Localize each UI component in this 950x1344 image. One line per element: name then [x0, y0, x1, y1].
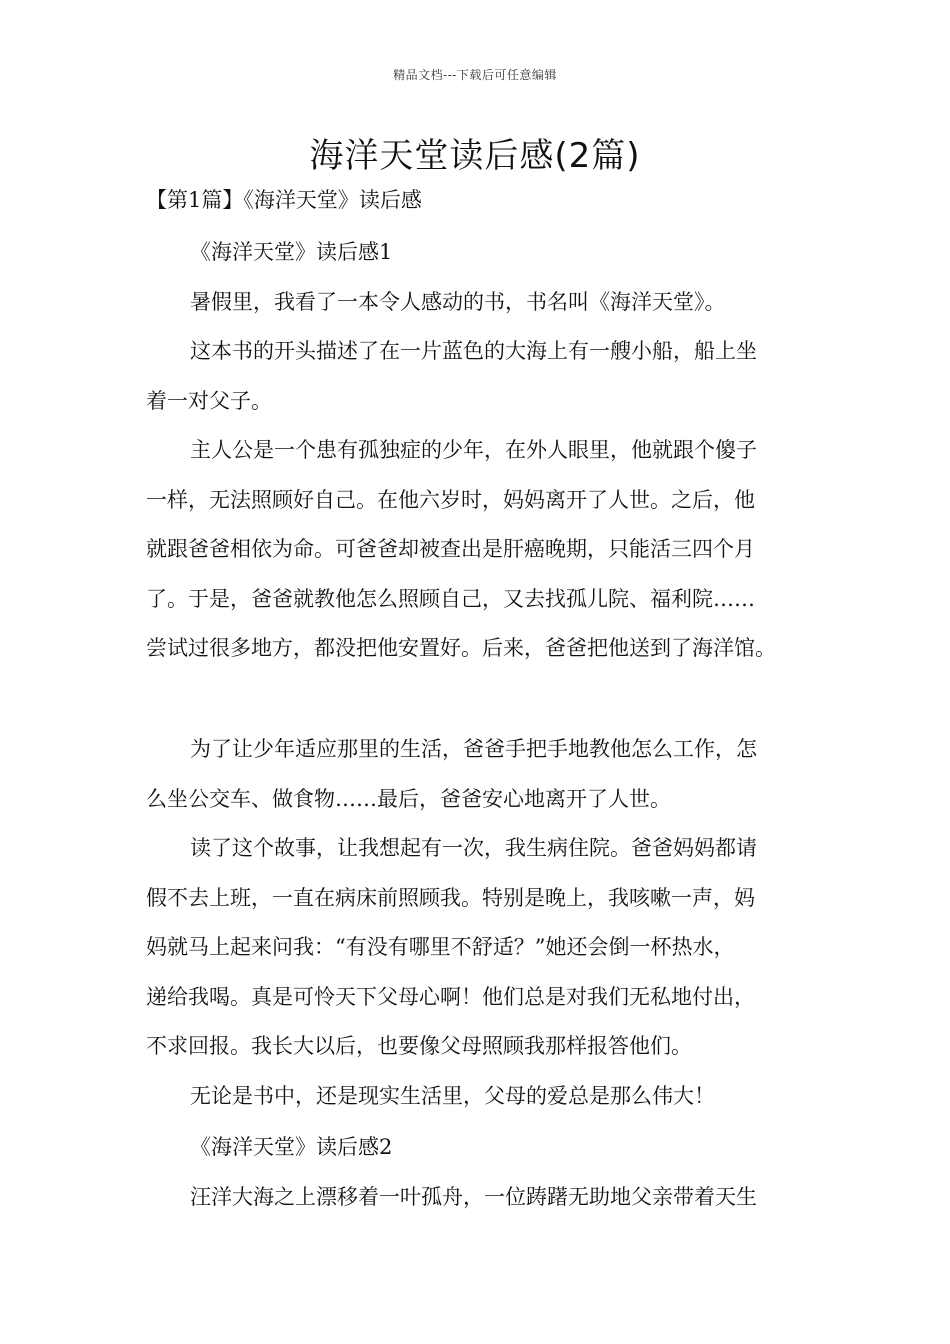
paragraph-line: 了。于是，爸爸就教他怎么照顾自己，又去找孤儿院、福利院……	[146, 587, 755, 611]
paragraph-line: 尝试过很多地方，都没把他安置好。后来，爸爸把他送到了海洋馆。	[146, 636, 776, 660]
paragraph-line: 为了让少年适应那里的生活，爸爸手把手地教他怎么工作，怎	[190, 737, 757, 761]
paragraph-line: 么坐公交车、做食物……最后，爸爸安心地离开了人世。	[146, 787, 671, 811]
section-heading: 【第1篇】《海洋天堂》读后感	[146, 188, 422, 212]
paragraph-line: 着一对父子。	[146, 389, 272, 413]
paragraph-line: 暑假里，我看了一本令人感动的书，书名叫《海洋天堂》。	[190, 290, 726, 314]
paragraph-line: 假不去上班，一直在病床前照顾我。特别是晚上，我咳嗽一声，妈	[146, 886, 755, 910]
subsection-heading: 《海洋天堂》读后感2	[190, 1135, 393, 1159]
subsection-heading: 《海洋天堂》读后感1	[190, 240, 393, 264]
paragraph-line: 这本书的开头描述了在一片蓝色的大海上有一艘小船，船上坐	[190, 339, 757, 363]
paragraph-line: 汪洋大海之上漂移着一叶孤舟，一位踌躇无助地父亲带着天生	[190, 1185, 757, 1209]
paragraph-line: 主人公是一个患有孤独症的少年，在外人眼里，他就跟个傻子	[190, 438, 757, 462]
document-title: 海洋天堂读后感(2篇)	[309, 136, 641, 176]
paragraph-line: 递给我喝。真是可怜天下父母心啊！他们总是对我们无私地付出，	[146, 985, 755, 1009]
paragraph-line: 妈就马上起来问我：“有没有哪里不舒适？”她还会倒一杯热水，	[146, 935, 735, 959]
paragraph-line: 不求回报。我长大以后，也要像父母照顾我那样报答他们。	[146, 1034, 692, 1058]
header-note: 精品文档---下载后可任意编辑	[393, 68, 557, 82]
paragraph-line: 一样，无法照顾好自己。在他六岁时，妈妈离开了人世。之后，他	[146, 488, 755, 512]
paragraph-line: 无论是书中，还是现实生活里，父母的爱总是那么伟大！	[190, 1084, 715, 1108]
paragraph-line: 就跟爸爸相依为命。可爸爸却被查出是肝癌晚期，只能活三四个月	[146, 537, 755, 561]
paragraph-line: 读了这个故事，让我想起有一次，我生病住院。爸爸妈妈都请	[190, 836, 757, 860]
